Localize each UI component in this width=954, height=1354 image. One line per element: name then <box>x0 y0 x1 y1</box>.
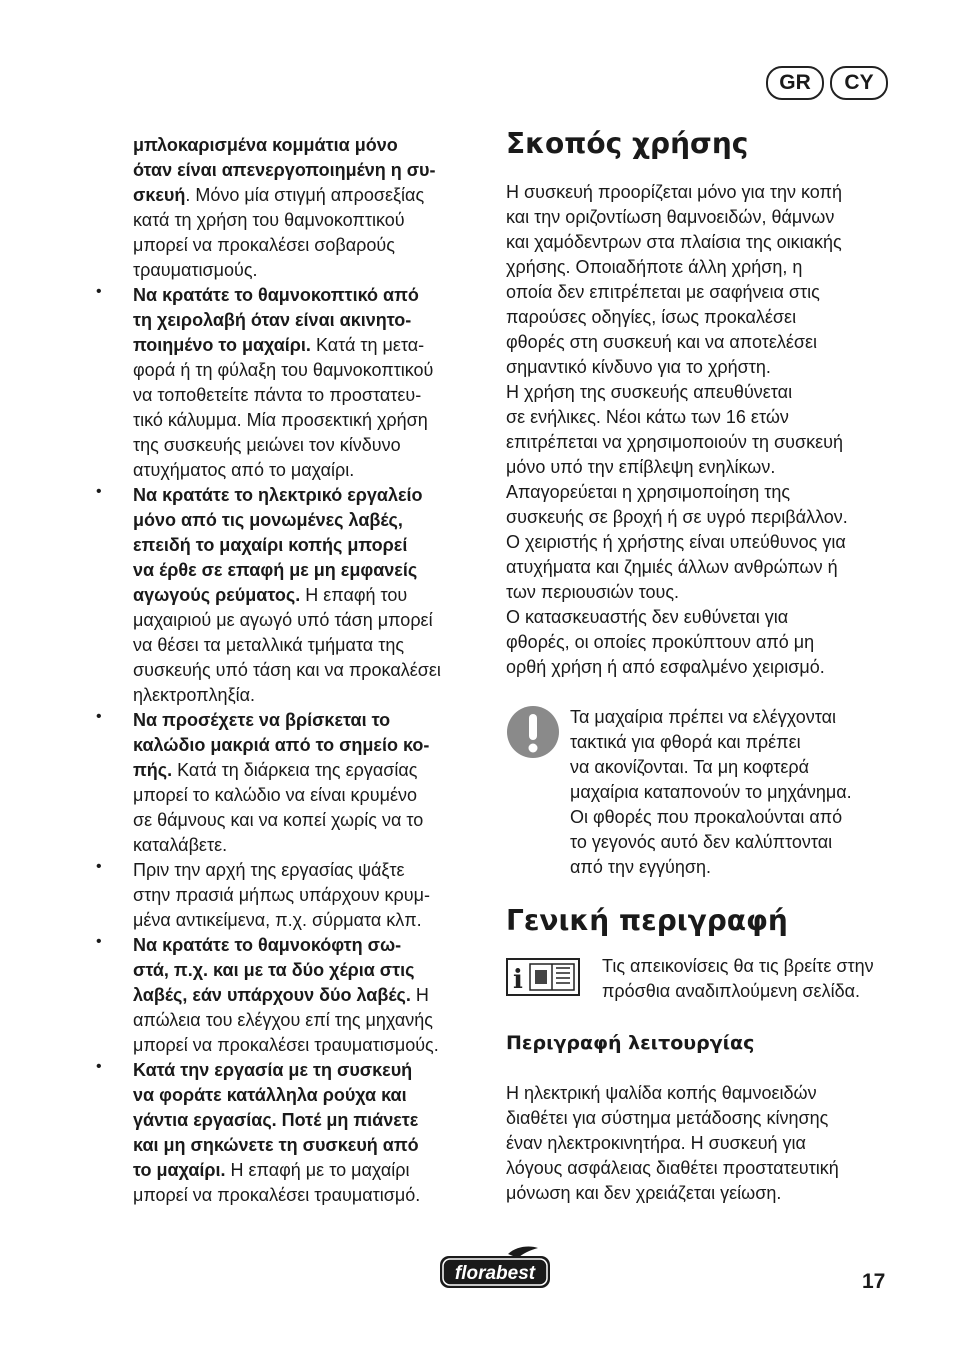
text-line: μένα αντικείμενα, π.χ. σύρματα κλπ. <box>133 910 422 930</box>
text-span: Η επαφή του <box>300 585 408 605</box>
text-line: λόγους ασφάλειας διαθέτει προστατευτική <box>506 1158 839 1178</box>
list-item-continued <box>96 133 486 283</box>
safety-list <box>96 283 486 1208</box>
text-line: μόνο υπό την επίβλεψη ενηλίκων. <box>506 457 776 477</box>
text-line: κατά τη χρήση του θαμνοκοπτικού <box>133 210 405 230</box>
text-span: Η <box>410 985 429 1005</box>
text-line: και μη σηκώνετε τη συσκευή από <box>133 1135 419 1155</box>
svg-text:florabest: florabest <box>454 1263 536 1284</box>
text-line: Ο χειριστής ή χρήστης είναι υπεύθυνος για <box>506 532 846 552</box>
language-badge-cy: CY <box>830 66 888 100</box>
text-line: το γεγονός αυτό δεν καλύπτονται <box>570 832 833 852</box>
bullet-icon: • <box>96 1058 102 1075</box>
list-item <box>96 858 486 933</box>
text-line: τραυματισμούς. <box>133 260 258 280</box>
function-paragraph <box>506 1081 896 1206</box>
text-line: γάντια εργασίας. Ποτέ μη πιάνετε <box>133 1110 419 1130</box>
text-line <box>133 583 486 608</box>
text-line: Να κρατάτε το θαμνοκόφτη σω- <box>133 935 402 955</box>
bold-text: το μαχαίρι. <box>133 1160 226 1180</box>
list-item <box>96 483 486 708</box>
info-manual-icon <box>506 958 580 1001</box>
text-line: φθορές, οι οποίες προκύπτουν από μη <box>506 632 815 652</box>
text-line: Κατά την εργασία με τη συσκευή <box>133 1060 413 1080</box>
text-line: Πριν την αρχή της εργασίας ψάξτε <box>133 860 405 880</box>
text-line: Απαγορεύεται η χρησιμοποίηση της <box>506 482 791 502</box>
svg-text:i: i <box>513 965 523 995</box>
info-note <box>506 954 896 1004</box>
text-line: τικό κάλυμμα. Μία προσεκτική χρήση <box>133 410 428 430</box>
text-line <box>133 983 486 1008</box>
text-line: ατυχήματα και ζημιές άλλων ανθρώπων ή <box>506 557 838 577</box>
text-line: μαχαιριού με αγωγό υπό τάση μπορεί <box>133 610 433 630</box>
text-line: σημαντικό κίνδυνο για το χρήστη. <box>506 357 771 377</box>
text-line: οποία δεν επιτρέπεται με σαφήνεια στις <box>506 282 820 302</box>
text-line: σε ενήλικες. Νέοι κάτω των 16 ετών <box>506 407 789 427</box>
bold-text: σκευή <box>133 185 186 205</box>
text-line: Να κρατάτε το ηλεκτρικό εργαλείο <box>133 485 423 505</box>
text-line: μπορεί να προκαλέσει σοβαρούς <box>133 235 395 255</box>
bullet-icon: • <box>96 933 102 950</box>
info-text <box>602 954 896 1004</box>
bullet-icon: • <box>96 483 102 500</box>
text-line: Η συσκευή προορίζεται μόνο για την κοπή <box>506 182 842 202</box>
text-line: να θέσει τα μεταλλικά τμήματα της <box>133 635 405 655</box>
text-line: να φοράτε κατάλληλα ρούχα και <box>133 1085 407 1105</box>
text-line: Να προσέχετε να βρίσκεται το <box>133 710 391 730</box>
list-item <box>96 708 486 858</box>
text-line: μόνωση και δεν χρειάζεται γείωση. <box>506 1183 782 1203</box>
page-number: 17 <box>862 1270 886 1293</box>
bold-text: πής. <box>133 760 173 780</box>
list-item <box>96 933 486 1058</box>
text-line: καταλάβετε. <box>133 835 228 855</box>
bullet-icon: • <box>96 858 102 875</box>
text-line: έναν ηλεκτροκινητήρα. Η συσκευή για <box>506 1133 806 1153</box>
text-line: Οι φθορές που προκαλούνται από <box>570 807 843 827</box>
purpose-paragraph <box>506 180 896 680</box>
text-line: σε θάμνους και να κοπεί χωρίς να το <box>133 810 424 830</box>
text-line: επιτρέπεται να χρησιμοποιούν τη συσκευή <box>506 432 843 452</box>
text-line: καλώδιο μακριά από το σημείο κο- <box>133 735 430 755</box>
bullet-icon: • <box>96 283 102 300</box>
text-line: από την εγγύηση. <box>570 857 711 877</box>
text-line: ηλεκτροπληξία. <box>133 685 256 705</box>
text-line: Ο κατασκευαστής δεν ευθύνεται για <box>506 607 789 627</box>
text-line: όταν είναι απενεργοποιημένη η συ- <box>133 160 436 180</box>
text-line: χρήσης. Οποιαδήποτε άλλη χρήση, η <box>506 257 803 277</box>
text-line: παρούσες οδηγίες, ίσως προκαλέσει <box>506 307 797 327</box>
text-line: των περιουσιών τους. <box>506 582 679 602</box>
text-line: και την οριζοντίωση θαμνοειδών, θάμνων <box>506 207 835 227</box>
text-line: στην πρασιά μήπως υπάρχουν κρυμ- <box>133 885 431 905</box>
text-line: συσκευής σε βροχή ή σε υγρό περιβάλλον. <box>506 507 848 527</box>
bold-text: ποιημένο το μαχαίρι. <box>133 335 311 355</box>
text-line: να τοποθετείτε πάντα το προστατευ- <box>133 385 422 405</box>
text-line <box>133 1158 486 1183</box>
text-line <box>133 758 486 783</box>
left-column <box>96 133 486 1208</box>
text-line: ατυχήματος από το μαχαίρι. <box>133 460 355 480</box>
heading-intended-use: Σκοπός χρήσης <box>506 127 749 160</box>
text-line: Η ηλεκτρική ψαλίδα κοπής θαμνοειδών <box>506 1083 817 1103</box>
text-line: φορά ή τη φύλαξη του θαμνοκοπτικού <box>133 360 434 380</box>
text-line <box>133 333 486 358</box>
text-line: μαχαίρια καταπονούν το μηχάνημα. <box>570 782 852 802</box>
text-line: πρόσθια αναδιπλούμενη σελίδα. <box>602 981 860 1001</box>
language-badge-gr: GR <box>766 66 824 100</box>
text-line: της συσκευής μειώνει τον κίνδυνο <box>133 435 401 455</box>
text-line: Τις απεικονίσεις θα τις βρείτε στην <box>602 956 874 976</box>
warning-text <box>570 705 896 880</box>
bold-text: λαβές, εάν υπάρχουν δύο λαβές. <box>133 985 411 1005</box>
text-line <box>133 183 486 208</box>
text-span: Η επαφή με το μαχαίρι <box>225 1160 410 1180</box>
text-line: Τα μαχαίρια πρέπει να ελέγχονται <box>570 707 837 727</box>
text-line: διαθέτει για σύστημα μετάδοσης κίνησης <box>506 1108 829 1128</box>
text-line: Η χρήση της συσκευής απευθύνεται <box>506 382 793 402</box>
bullet-icon: • <box>96 708 102 725</box>
text-line: ορθή χρήση ή από εσφαλμένο χειρισμό. <box>506 657 825 677</box>
text-line: Να κρατάτε το θαμνοκοπτικό από <box>133 285 419 305</box>
text-line: μόνο από τις μονωμένες λαβές, <box>133 510 403 530</box>
text-line: φθορές στη συσκευή και να αποτελέσει <box>506 332 818 352</box>
text-line: να έρθε σε επαφή με μη εμφανείς <box>133 560 418 580</box>
text-line: τη χειρολαβή όταν είναι ακινητο- <box>133 310 412 330</box>
text-line: επειδή το μαχαίρι κοπής μπορεί <box>133 535 408 555</box>
text-span: . Μόνο μία στιγμή απροσεξίας <box>185 185 425 205</box>
text-line: μπορεί να προκαλέσει τραυματισμούς. <box>133 1035 439 1055</box>
text-line: μπορεί να προκαλέσει τραυματισμό. <box>133 1185 421 1205</box>
right-column <box>506 125 896 1206</box>
exclamation-icon <box>506 705 560 764</box>
heading-general-description: Γενική περιγραφή <box>506 904 788 937</box>
text-span: Κατά τη μετα- <box>310 335 425 355</box>
text-line: μπορεί το καλώδιο να είναι κρυμένο <box>133 785 418 805</box>
bold-text: αγωγούς ρεύματος. <box>133 585 301 605</box>
list-item <box>96 283 486 483</box>
text-line: και χαμόδεντρων στα πλαίσια της οικιακής <box>506 232 842 252</box>
text-line: μπλοκαρισμένα κομμάτια μόνο <box>133 135 398 155</box>
text-span: Κατά τη διάρκεια της εργασίας <box>172 760 418 780</box>
text-line: να ακονίζονται. Τα μη κοφτερά <box>570 757 810 777</box>
text-line: απώλεια του ελέγχου επί της μηχανής <box>133 1010 433 1030</box>
warning-note <box>506 705 896 880</box>
text-line: στά, π.χ. και με τα δύο χέρια στις <box>133 960 415 980</box>
list-item <box>96 1058 486 1208</box>
text-line: συσκευής υπό τάση και να προκαλέσει <box>133 660 441 680</box>
text-line: τακτικά για φθορά και πρέπει <box>570 732 801 752</box>
florabest-logo <box>438 1246 552 1290</box>
subheading-function: Περιγραφή λειτουργίας <box>506 1032 755 1054</box>
